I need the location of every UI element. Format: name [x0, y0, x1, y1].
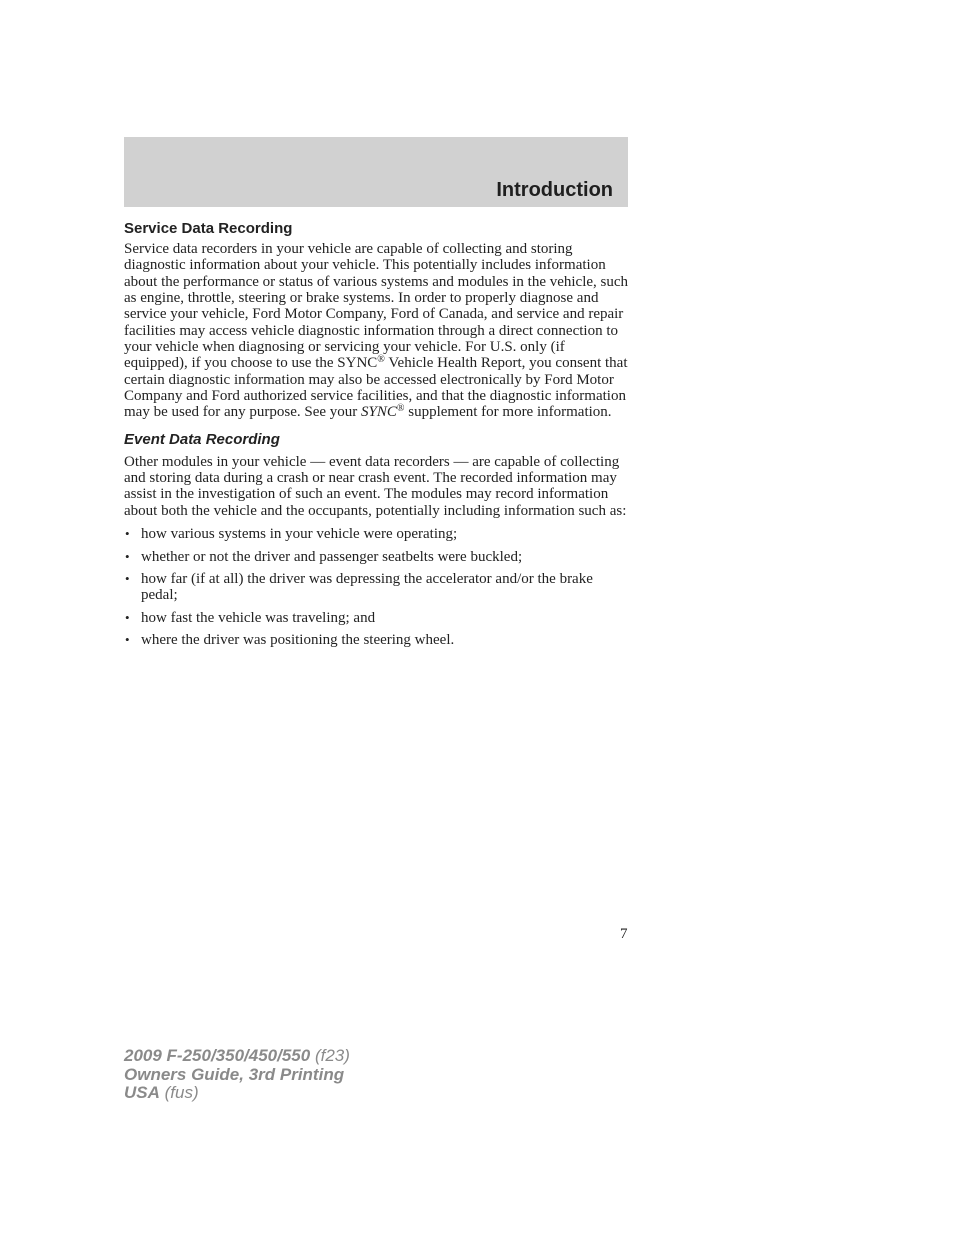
- sync-italic: SYNC: [361, 404, 397, 421]
- bullet-icon: •: [125, 526, 130, 542]
- page-number: 7: [620, 926, 628, 942]
- list-item: [124, 571, 630, 604]
- list-item: [124, 549, 630, 565]
- service-data-heading: Service Data Recording: [124, 220, 293, 237]
- event-data-heading: Event Data Recording: [124, 430, 280, 448]
- service-data-paragraph: [124, 241, 630, 421]
- registered-mark: ®: [396, 403, 405, 415]
- list-item-text: how far (if at all) the driver was depressing the accelerator and/or the brake pedal;: [141, 570, 593, 604]
- list-item: [124, 632, 630, 648]
- footer-market: USA: [124, 1083, 160, 1102]
- footer-model: 2009 F-250/350/450/550: [124, 1046, 311, 1065]
- footer-line-guide: Owners Guide, 3rd Printing: [124, 1064, 345, 1084]
- bullet-icon: •: [125, 609, 130, 625]
- footer-line-market: [124, 1084, 350, 1103]
- footer-market-code: (fus): [159, 1083, 199, 1102]
- list-item-text: where the driver was positioning the steering wheel.: [141, 631, 455, 648]
- event-data-paragraph: Other modules in your vehicle — event data recorders — are capable of collecting and storing data during a crash or near crash event. The recorded information may assist in the investigation of such an event. The modules may record information about both the vehicle and the occupants, potentially including information such as:: [124, 453, 627, 519]
- bullet-icon: •: [125, 631, 130, 647]
- section-title: Introduction: [496, 179, 613, 201]
- section-header-band: [124, 137, 628, 207]
- list-item: [124, 526, 630, 542]
- service-text-3: supplement for more information.: [404, 404, 612, 421]
- bullet-icon: •: [125, 548, 130, 564]
- service-text-2: Vehicle Health Report, you consent that certain diagnostic information may also be accessed electronically by Ford Motor Company and Ford authorized service facilities, and that the diagnostic information may be used for any purpose. See your: [124, 355, 628, 421]
- list-item-text: how various systems in your vehicle were operating;: [141, 526, 458, 543]
- registered-mark: ®: [377, 354, 385, 366]
- footer-model-code: (f23): [310, 1046, 350, 1065]
- document-footer: [124, 1047, 350, 1103]
- bullet-icon: •: [125, 570, 130, 586]
- service-text-1: Service data recorders in your vehicle are capable of collecting and storing diagnostic information about your vehicle. This potentially includes information about the performance or status of various systems and modules in the vehicle, such as engine, throttle, steering or brake systems. In order to properly diagnose and service your vehicle, Ford Motor Company, Ford of Canada, and service and repair facilities may access vehicle diagnostic information through a direct connection to your vehicle when diagnosing or servicing your vehicle. For U.S. only (if equipped), if you choose to use the SYNC: [124, 241, 629, 372]
- footer-line-model: [124, 1047, 350, 1066]
- event-data-list: [124, 526, 630, 648]
- list-item-text: whether or not the driver and passenger seatbelts were buckled;: [141, 548, 523, 565]
- main-content: [124, 220, 630, 654]
- list-item: [124, 610, 630, 626]
- list-item-text: how fast the vehicle was traveling; and: [141, 609, 376, 626]
